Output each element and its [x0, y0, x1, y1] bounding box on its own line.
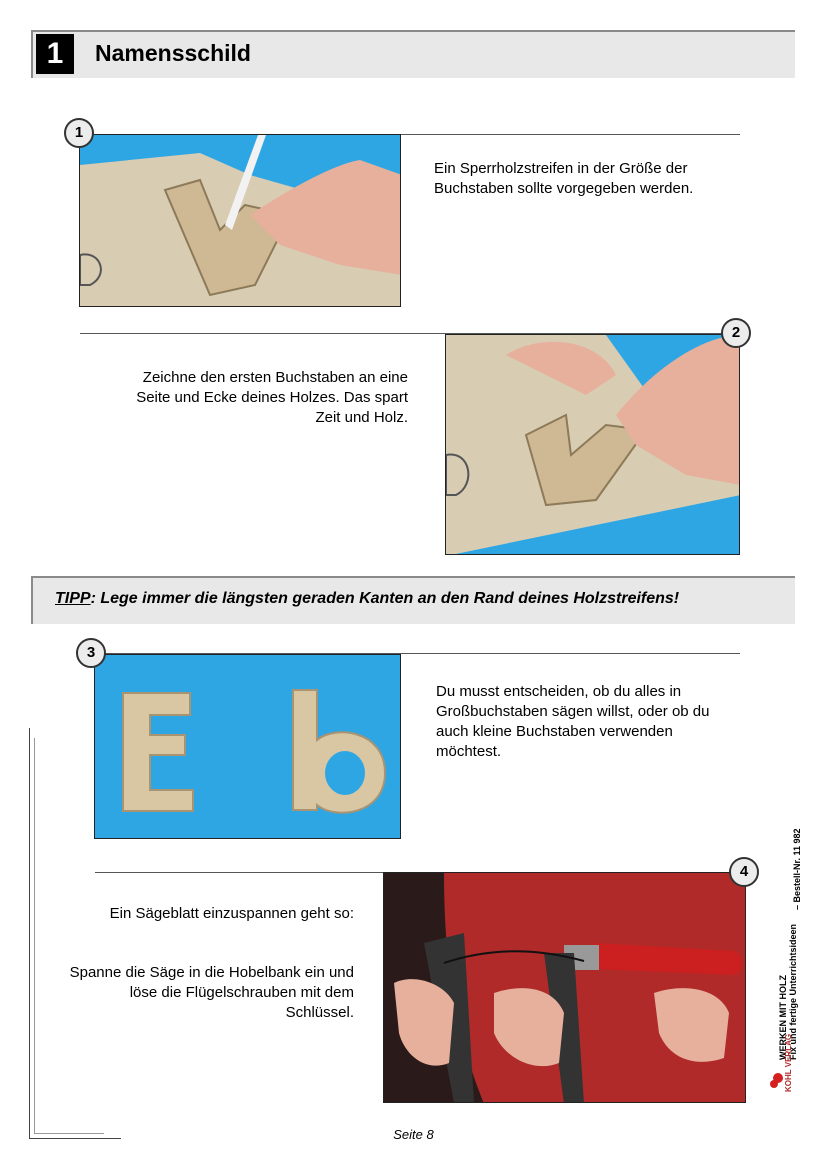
step-4-text-b: Spanne die Säge in die Hobelbank ein und löse die Flügelschrauben mit dem Schlüssel. — [69, 964, 354, 1021]
step-4-text-a: Ein Sägeblatt einzuspannen geht so: — [109, 905, 354, 922]
order-number: – Bestell-Nr. 11 982 — [792, 828, 802, 910]
photo-step-2 — [445, 334, 740, 555]
photo-step-3 — [94, 654, 401, 839]
step-1-text: Ein Sperrholzstreifen in der Größe der Buchstaben sollte vorgegeben werden. — [434, 160, 694, 197]
left-rule-outer — [29, 728, 30, 1139]
photo-step-4 — [383, 872, 746, 1103]
series-title: WERKEN MIT HOLZ — [778, 975, 788, 1060]
left-rule-inner — [34, 738, 35, 1134]
tip-text — [55, 590, 679, 608]
photo-step-1 — [79, 134, 401, 307]
tip-label: TIPP — [55, 590, 91, 607]
chapter-number: 1 — [36, 34, 74, 74]
step-4-badge: 4 — [729, 857, 759, 887]
page-number: Seite 8 — [393, 1127, 434, 1142]
step-3-badge: 3 — [76, 638, 106, 668]
series-subtitle: Fix und fertige Unterrichtsideen — [788, 923, 798, 1060]
step-2-badge: 2 — [721, 318, 751, 348]
page-title: Namensschild — [95, 40, 251, 66]
publisher-name: KOHL VERLAG — [784, 1033, 793, 1092]
step-3-text: Du musst entscheiden, ob du alles in Großbuchstaben sägen willst, oder ob du auch kleine Buchstaben verwenden möchtest. — [436, 683, 710, 760]
step-1-badge: 1 — [64, 118, 94, 148]
step-2-text: Zeichne den ersten Buchstaben an eine Seite und Ecke deines Holzes. Das spart Zeit und Holz. — [136, 369, 408, 426]
tip-body: : Lege immer die längsten geraden Kanten an den Rand deines Holzstreifens! — [90, 590, 680, 607]
publisher-sidebar — [768, 760, 827, 1100]
